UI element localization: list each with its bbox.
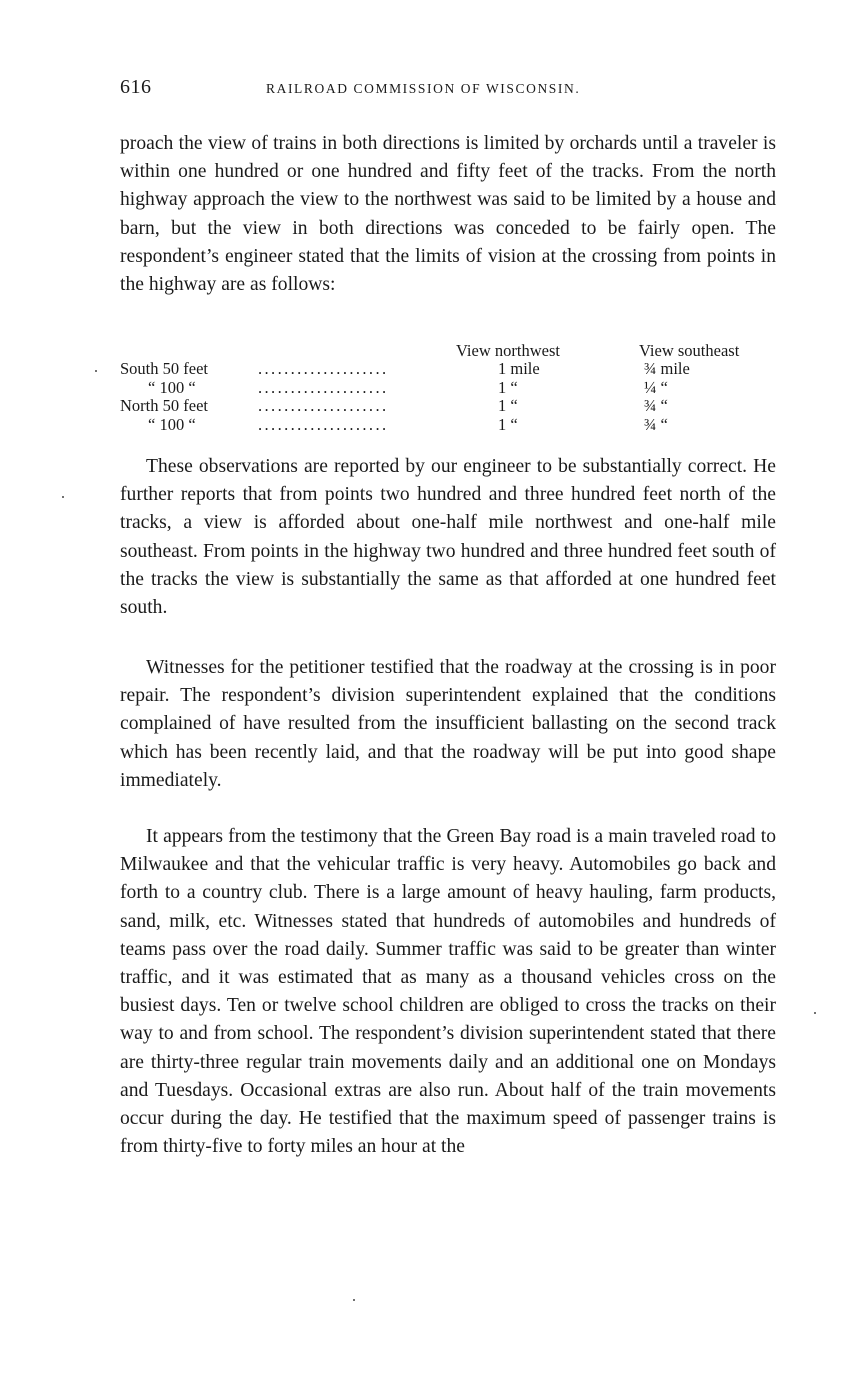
table-row (120, 397, 780, 415)
scan-speck (62, 496, 64, 498)
row-view-northwest: 1 “ (498, 377, 518, 397)
paragraph-1: proach the view of trains in both directions is limited by orchards until a traveler is within one hundred or one hundred and fifty feet of the tracks. From the north highway approach the view to the northwest was said to be limited by a house and barn, but the view in both directions was conceded to be fairly open. The respondent’s engineer stated that the limits of vision at the crossing from points in the highway are as follows: (120, 133, 776, 296)
page-number: 616 (120, 76, 152, 98)
scan-speck (353, 1299, 355, 1301)
dot-leader: .................... (258, 377, 389, 397)
header-view-northwest: View northwest (456, 341, 560, 360)
vision-table (120, 342, 780, 434)
dot-leader: .................... (258, 414, 389, 434)
paragraph-2: These observations are reported by our engineer to be substantially correct. He further reports that from points two hundred and three hundred feet north of the tracks, a view is afforded about one-half mile northwest and one-half mile southeast. From points in the highway two hundred and three hundred feet south of the tracks the view is substantially the same as that afforded at one hundred feet south. (120, 456, 776, 619)
table-row (120, 416, 780, 434)
table-row (120, 379, 780, 397)
row-location: “ 100 “ (148, 414, 196, 434)
vision-table-header (120, 342, 780, 360)
row-location: South 50 feet (120, 359, 208, 379)
scan-speck (814, 1012, 816, 1014)
paragraph-4: It appears from the testimony that the Green Bay road is a main traveled road to Milwaukee and that the vehicular traffic is very heavy. Automobiles go back and forth to a country club. There is a large amount of heavy hauling, farm products, sand, milk, etc. Witnesses stated that hundreds of automobiles and hundreds of teams pass over the road daily. Summer traffic was said to be greater than winter traffic, and it was estimated that as many as a thousand vehicles cross on the busiest days. Ten or twelve school children are obliged to cross the tracks on their way to and from school. The respondent’s division superintendent stated that there are thirty-three regular train movements daily and an additional one on Mondays and Tuesdays. Occasional extras are also run. About half of the train movements occur during the day. He testified that the maximum speed of passenger trains is from thirty-five to forty miles an hour at the (120, 826, 776, 1158)
row-view-southeast: ¾ “ (644, 396, 668, 416)
row-view-southeast: ¾ mile (644, 359, 690, 379)
paragraph-3: Witnesses for the petitioner testified that the roadway at the crossing is in poor repair. The respondent’s division superintendent explained that the conditions complained of have resulted from the insufficient ballasting on the second track which has been recently laid, and that the roadway will be put into good shape immediately. (120, 657, 776, 791)
row-location: North 50 feet (120, 396, 208, 416)
row-view-northwest: 1 “ (498, 414, 518, 434)
row-view-southeast: ¾ “ (644, 414, 668, 434)
dot-leader: .................... (258, 396, 389, 416)
row-location: “ 100 “ (148, 377, 196, 397)
row-view-southeast: ¼ “ (644, 377, 668, 397)
running-head: RAILROAD COMMISSION OF WISCONSIN. (266, 81, 581, 96)
row-view-northwest: 1 mile (498, 359, 540, 379)
scan-speck (95, 370, 97, 372)
header-view-southeast: View southeast (639, 341, 740, 360)
table-row (120, 360, 780, 378)
dot-leader: .................... (258, 359, 389, 379)
page-header (120, 76, 776, 104)
row-view-northwest: 1 “ (498, 396, 518, 416)
